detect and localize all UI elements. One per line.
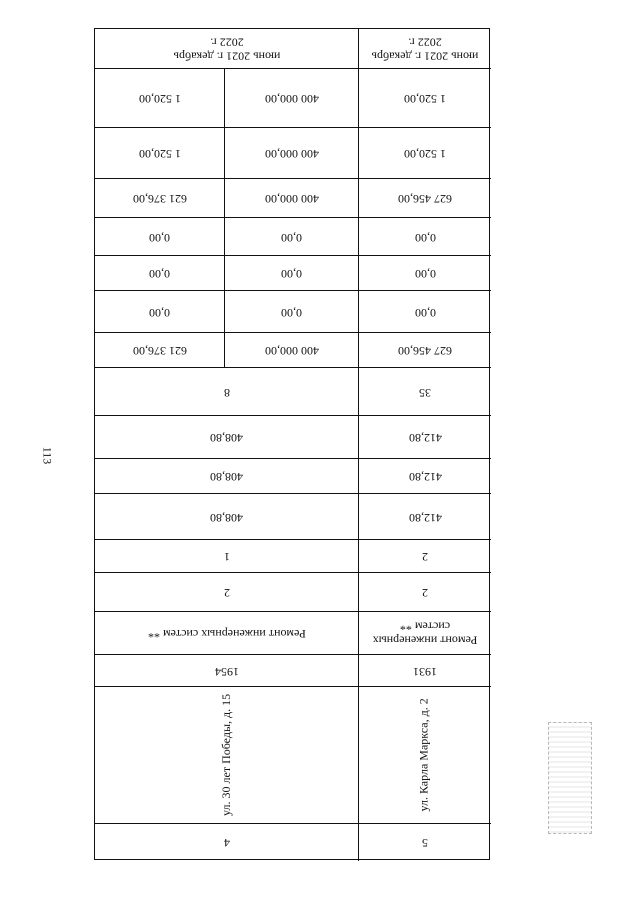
cost-cell: 1 520,00 bbox=[404, 91, 446, 106]
value-cell: 0,00 bbox=[414, 266, 436, 281]
cost-cell: 1 520,00 bbox=[404, 146, 446, 161]
cost-cell: 1 520,00 bbox=[138, 91, 181, 106]
year-cell: 1931 bbox=[413, 664, 437, 679]
count-cell: 8 bbox=[223, 385, 230, 400]
address-cell: ул. Карла Маркса, д. 2 bbox=[417, 698, 432, 812]
value-cell: 0,00 bbox=[281, 230, 302, 245]
floors-cell: 2 bbox=[223, 585, 230, 600]
faint-stamp-mark bbox=[548, 722, 592, 834]
cost-cell: 1 520,00 bbox=[138, 146, 181, 161]
page-number: 113 bbox=[40, 446, 55, 464]
amount-cell: 621 376,00 bbox=[132, 343, 187, 358]
value-cell: 0,00 bbox=[281, 266, 302, 281]
area-cell: 412,80 bbox=[408, 510, 442, 525]
row-number-cell: 5 bbox=[422, 835, 428, 850]
value-cell: 0,00 bbox=[414, 230, 436, 245]
total-cell: 400 000,00 bbox=[264, 191, 319, 206]
work-type-cell: Ремонт инженерных систем ** bbox=[147, 626, 306, 641]
entrances-cell: 1 bbox=[223, 549, 230, 564]
year-cell: 1954 bbox=[214, 664, 239, 679]
area-cell: 412,80 bbox=[408, 430, 442, 445]
amount-cell: 400 000,00 bbox=[264, 343, 319, 358]
row-number-cell: 4 bbox=[223, 835, 230, 850]
work-type-cell: Ремонт инженерных систем ** bbox=[372, 620, 478, 648]
cost-cell: 400 000,00 bbox=[264, 146, 319, 161]
floors-cell: 2 bbox=[422, 585, 428, 600]
value-cell: 0,00 bbox=[149, 230, 170, 245]
value-cell: 0,00 bbox=[149, 266, 170, 281]
total-cell: 621 376,00 bbox=[132, 191, 187, 206]
period-cell: июнь 2021 г. декабрь 2022 г. bbox=[173, 35, 280, 64]
value-cell: 0,00 bbox=[149, 305, 170, 320]
entrances-cell: 2 bbox=[422, 549, 428, 564]
value-cell: 0,00 bbox=[281, 305, 302, 320]
value-cell: 0,00 bbox=[414, 305, 436, 320]
area-cell: 408,80 bbox=[210, 430, 243, 445]
period-cell: июнь 2021 г. декабрь 2022 г. bbox=[371, 35, 479, 64]
count-cell: 35 bbox=[419, 385, 431, 400]
cost-cell: 400 000,00 bbox=[264, 91, 319, 106]
amount-cell: 627 456,00 bbox=[398, 343, 452, 358]
area-cell: 408,80 bbox=[210, 510, 243, 525]
total-cell: 627 456,00 bbox=[398, 191, 452, 206]
area-cell: 408,80 bbox=[210, 469, 243, 484]
area-cell: 412,80 bbox=[408, 469, 442, 484]
works-table bbox=[94, 28, 490, 860]
address-cell: ул. 30 лет Победы, д. 15 bbox=[218, 693, 233, 817]
